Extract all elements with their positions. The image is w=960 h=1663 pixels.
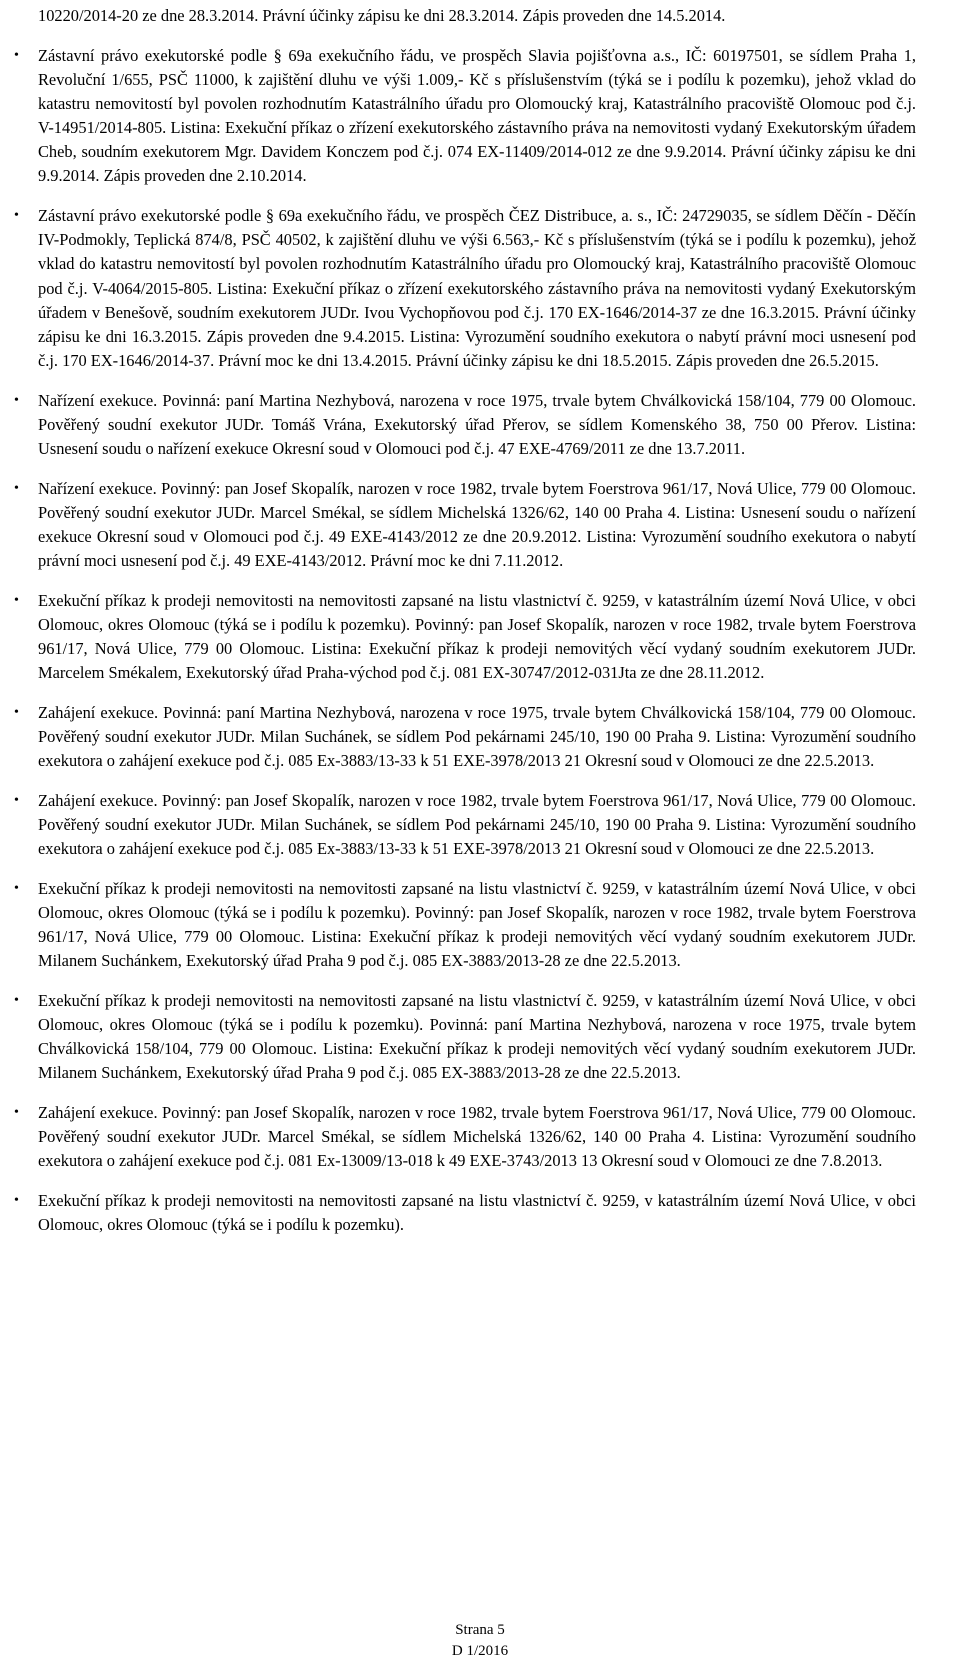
document-code: D 1/2016 (451, 1643, 509, 1659)
bullet-icon: • (14, 1105, 19, 1121)
bullet-icon: • (14, 592, 19, 608)
entry-text: Zahájení exekuce. Povinný: pan Josef Skopalík, narozen v roce 1982, trvale bytem Foerstrova 961/17, Nová Ulice, 779 00 Olomouc. Pověřený soudní exekutor JUDr. Marcel Smékal, se sídlem Michelská 1326/62, 140 00 Praha 4. Listina: Vyrozumění soudního exekutora o zahájení exekuce pod č.j. 081 Ex-13009/13-018 k 49 EXE-3743/2013 13 Okresní soud v Olomouci ze dne 7.8.2013. (38, 1103, 916, 1171)
list-item (14, 1189, 916, 1237)
list-item (14, 1101, 916, 1173)
continued-paragraph: 10220/2014-20 ze dne 28.3.2014. Právní účinky zápisu ke dni 28.3.2014. Zápis proveden dne 14.5.2014. (38, 6, 726, 25)
entry-text: Exekuční příkaz k prodeji nemovitosti na nemovitosti zapsané na listu vlastnictví č. 9259, v katastrálním území Nová Ulice, v obci Olomouc, okres Olomouc (týká se i podílu k pozemku). (38, 1191, 916, 1235)
bullet-icon: • (14, 792, 19, 808)
list-item (14, 204, 916, 373)
list-item (14, 589, 916, 686)
entries-list (14, 44, 916, 1238)
list-item (14, 477, 916, 574)
list-item (14, 44, 916, 189)
list-item (14, 701, 916, 773)
entry-text: Zástavní právo exekutorské podle § 69a exekučního řádu, ve prospěch ČEZ Distribuce, a. s., IČ: 24729035, se sídlem Děčín - Děčín IV-Podmokly, Teplická 874/8, PSČ 40502, k zajištění dluhu ve výši 6.563,- Kč s příslušenstvím (týká se i podílu k pozemku), jehož vklad do katastru nemovitostí byl povolen rozhodnutím Katastrálního úřadu pro Olomoucký kraj, Katastrálního pracoviště Olomouc pod č.j. V-4064/2015-805. Listina: Exekuční příkaz o zřízení exekutorského zástavního práva na nemovitosti vydaný Exekutorským úřadem v Benešově, soudním exekutorem JUDr. Ivou Vychopňovou pod č.j. 170 EX-1646/2014-37 ze dne 16.3.2015. Právní účinky zápisu ke dni 16.3.2015. Zápis proveden dne 9.4.2015. Listina: Vyrozumění soudního exekutora o nabytí právní moci usnesení pod č.j. 170 EX-1646/2014-37. Právní moc ke dni 13.4.2015. Právní účinky zápisu ke dni 18.5.2015. Zápis proveden dne 26.5.2015. (38, 206, 916, 371)
entry-text: Zástavní právo exekutorské podle § 69a exekučního řádu, ve prospěch Slavia pojišťovna a.s., IČ: 60197501, se sídlem Praha 1, Revoluční 1/655, PSČ 11000, k zajištění dluhu ve výši 1.009,- Kč s příslušenstvím (týká se i podílu k pozemku), jehož vklad do katastru nemovitostí byl povolen rozhodnutím Katastrálního úřadu pro Olomoucký kraj, Katastrálního pracoviště Olomouc pod č.j. V-14951/2014-805. Listina: Exekuční příkaz o zřízení exekutorského zástavního práva na nemovitosti vydaný Exekutorským úřadem Cheb, soudním exekutorem Mgr. Davidem Konczem pod č.j. 074 EX-11409/2014-012 ze dne 9.9.2014. Právní účinky zápisu ke dni 9.9.2014. Zápis proveden dne 2.10.2014. (38, 45, 916, 186)
bullet-icon: • (14, 1193, 19, 1209)
bullet-icon: • (14, 47, 19, 63)
bullet-icon: • (14, 704, 19, 720)
entry-text: Zahájení exekuce. Povinný: pan Josef Skopalík, narozen v roce 1982, trvale bytem Foerstrova 961/17, Nová Ulice, 779 00 Olomouc. Pověřený soudní exekutor JUDr. Milan Suchánek, se sídlem Pod pekárnami 245/10, 190 00 Praha 9. Listina: Vyrozumění soudního exekutora o zahájení exekuce pod č.j. 085 Ex-3883/13-33 k 51 EXE-3978/2013 21 Okresní soud v Olomouci ze dne 22.5.2013. (38, 790, 916, 859)
bullet-icon: • (14, 208, 19, 224)
bullet-icon: • (14, 880, 19, 896)
entry-text: Nařízení exekuce. Povinný: pan Josef Skopalík, narozen v roce 1982, trvale bytem Foerstrova 961/17, Nová Ulice, 779 00 Olomouc. Pověřený soudní exekutor JUDr. Marcel Smékal, se sídlem Michelská 1326/62, 140 00 Praha 4. Listina: Usnesení soudu o nařízení exekuce Okresní soud v Olomouci pod č.j. 49 EXE-4143/2012 ze dne 20.9.2012. Listina: Vyrozumění soudního exekutora o nabytí právní moci usnesení pod č.j. 49 EXE-4143/2012. Právní moc ke dni 7.11.2012. (38, 478, 916, 571)
entry-text: Exekuční příkaz k prodeji nemovitosti na nemovitosti zapsané na listu vlastnictví č. 9259, v katastrálním území Nová Ulice, v obci Olomouc, okres Olomouc (týká se i podílu k pozemku). Povinná: paní Martina Nezhybová, narozena v roce 1975, trvale bytem Chválkovická 158/104, 779 00 Olomouc. Listina: Exekuční příkaz k prodeji nemovitých věcí vydaný soudním exekutorem JUDr. Milanem Suchánkem, Exekutorský úřad Praha 9 pod č.j. 085 EX-3883/2013-28 ze dne 22.5.2013. (38, 990, 916, 1083)
list-item (14, 789, 916, 861)
bullet-icon: • (14, 992, 19, 1008)
entry-text: Nařízení exekuce. Povinná: paní Martina Nezhybová, narozena v roce 1975, trvale bytem Chválkovická 158/104, 779 00 Olomouc. Pověřený soudní exekutor JUDr. Tomáš Vrána, Exekutorský úřad Přerov, se sídlem Komenského 38, 750 00 Přerov. Listina: Usnesení soudu o nařízení exekuce Okresní soud v Olomouci pod č.j. 47 EXE-4769/2011 ze dne 13.7.2011. (38, 390, 916, 458)
list-item (14, 877, 916, 974)
entry-text: Zahájení exekuce. Povinná: paní Martina Nezhybová, narozena v roce 1975, trvale bytem Chválkovická 158/104, 779 00 Olomouc. Pověřený soudní exekutor JUDr. Milan Suchánek, se sídlem Pod pekárnami 245/10, 190 00 Praha 9. Listina: Vyrozumění soudního exekutora o zahájení exekuce pod č.j. 085 Ex-3883/13-33 k 51 EXE-3978/2013 21 Okresní soud v Olomouci ze dne 22.5.2013. (38, 702, 916, 771)
entry-text: Exekuční příkaz k prodeji nemovitosti na nemovitosti zapsané na listu vlastnictví č. 9259, v katastrálním území Nová Ulice, v obci Olomouc, okres Olomouc (týká se i podílu k pozemku). Povinný: pan Josef Skopalík, narozen v roce 1982, trvale bytem Foerstrova 961/17, Nová Ulice, 779 00 Olomouc. Listina: Exekuční příkaz k prodeji nemovitých věcí vydaný soudním exekutorem JUDr. Marcelem Smékalem, Exekutorský úřad Praha-východ pod č.j. 081 EX-30747/2012-031Jta ze dne 28.11.2012. (38, 590, 916, 683)
list-item (14, 389, 916, 461)
entry-text: Exekuční příkaz k prodeji nemovitosti na nemovitosti zapsané na listu vlastnictví č. 9259, v katastrálním území Nová Ulice, v obci Olomouc, okres Olomouc (týká se i podílu k pozemku). Povinný: pan Josef Skopalík, narozen v roce 1982, trvale bytem Foerstrova 961/17, Nová Ulice, 779 00 Olomouc. Listina: Exekuční příkaz k prodeji nemovitých věcí vydaný soudním exekutorem JUDr. Milanem Suchánkem, Exekutorský úřad Praha 9 pod č.j. 085 EX-3883/2013-28 ze dne 22.5.2013. (38, 878, 916, 971)
document-page (14, 4, 916, 1253)
bullet-icon: • (14, 392, 19, 408)
list-item (14, 989, 916, 1086)
page-number: Strana 5 (455, 1622, 505, 1638)
bullet-icon: • (14, 480, 19, 496)
